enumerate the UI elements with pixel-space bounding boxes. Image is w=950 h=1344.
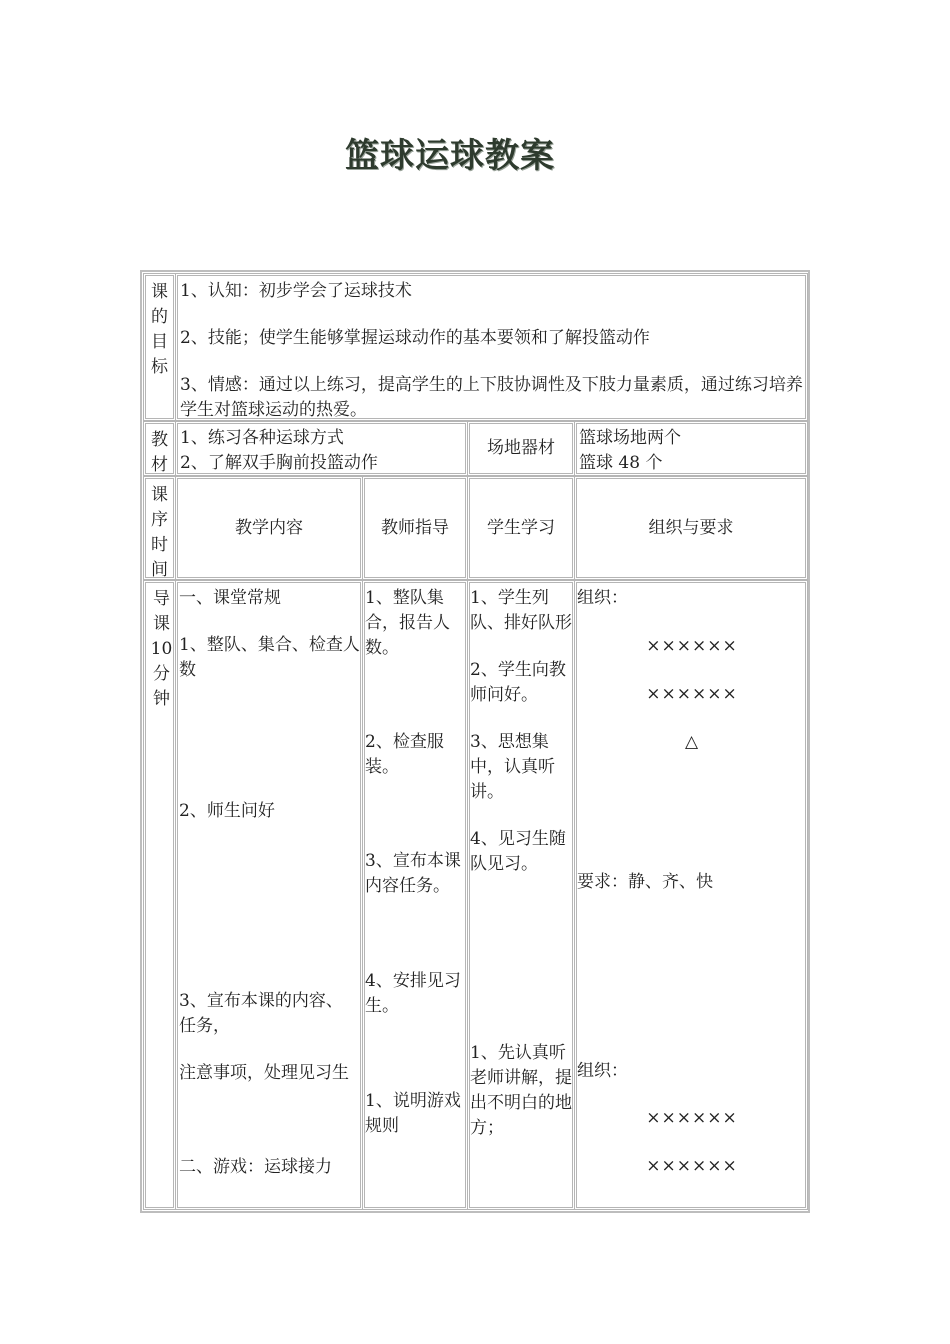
content-greeting: 2、师生问好 [179, 801, 275, 821]
page-title: 篮球运球教案 [345, 136, 555, 176]
student-step: 1、学生列队、排好队形 [470, 588, 572, 633]
teacher-step: 1、说明游戏规则 [365, 1091, 461, 1136]
header-content: 教学内容 [175, 476, 363, 580]
student-step: 4、见习生随队见习。 [470, 829, 566, 874]
sequence-label: 课 序 时 间 [143, 476, 176, 580]
teacher-position-mark: △ [684, 732, 700, 752]
content-assembly: 1、整队、集合、检查人数 [179, 635, 360, 680]
formation-row: ×××××× [646, 1156, 738, 1176]
teacher-step: 2、检查服装。 [365, 732, 444, 777]
objectives-cell [175, 273, 808, 421]
content-announce: 3、宣布本课的内容、任务， [179, 991, 343, 1036]
organization-label: 组织： [577, 588, 628, 608]
content-routine: 一、课堂常规 [179, 588, 281, 608]
student-step: 3、思想集中，认真听讲。 [470, 732, 555, 802]
student-step: 2、学生向教师问好。 [470, 660, 566, 705]
formation-row: ×××××× [646, 684, 738, 704]
header-organization: 组织与要求 [574, 476, 808, 580]
objective-cognitive: 1、认知：初步学会了运球技术 [180, 281, 412, 301]
content-notes: 注意事项，处理见习生 [179, 1063, 349, 1083]
materials-label: 教 材 [143, 421, 176, 476]
formation-row: ×××××× [646, 1108, 738, 1128]
objective-affective: 3、情感：通过以上练习，提高学生的上下肢协调性及下肢力量素质，通过练习培养学生对篮球运动的热爱。 [180, 375, 803, 420]
equipment-label: 场地器材 [467, 421, 575, 476]
material-item: 2、了解双手胸前投篮动作 [180, 453, 378, 473]
materials-content [175, 421, 468, 476]
intro-student [467, 580, 575, 1210]
equipment-item: 篮球 48 个 [579, 453, 663, 473]
teacher-step: 3、宣布本课内容任务。 [365, 851, 461, 896]
objective-skill: 2、技能；使学生能够掌握运球动作的基本要领和了解投篮动作 [180, 328, 650, 348]
objectives-label: 课 的 目 标 [143, 273, 176, 421]
formation-row: ×××××× [646, 636, 738, 656]
intro-content [175, 580, 363, 1210]
requirement-text: 要求：静、齐、快 [577, 872, 713, 892]
teacher-step: 4、安排见习生。 [365, 971, 461, 1016]
student-step: 1、先认真听老师讲解，提出不明白的地方； [470, 1043, 572, 1138]
header-student: 学生学习 [467, 476, 575, 580]
intro-label: 导 课 10 分 钟 [143, 580, 176, 1210]
teacher-step: 1、整队集合，报告人数。 [365, 588, 450, 658]
material-item: 1、练习各种运球方式 [180, 428, 344, 448]
organization-label: 组织： [577, 1061, 628, 1081]
content-game: 二、游戏：运球接力 [179, 1157, 332, 1177]
intro-teacher [362, 580, 468, 1210]
equipment-item: 篮球场地两个 [579, 428, 681, 448]
intro-organization [574, 580, 808, 1210]
equipment-value [574, 421, 808, 476]
header-teacher: 教师指导 [362, 476, 468, 580]
